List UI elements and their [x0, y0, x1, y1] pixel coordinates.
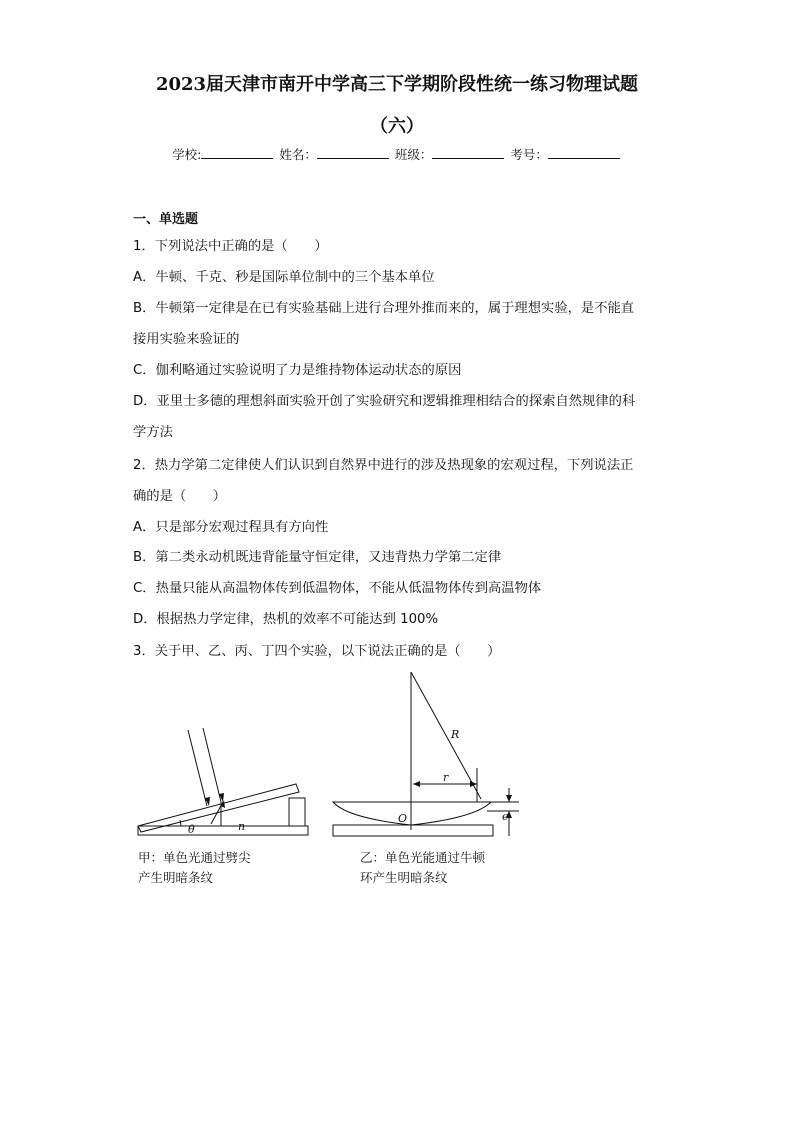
exam-number-blank[interactable]: [548, 146, 620, 159]
q2-option-a: A．只是部分宏观过程具有方向性: [133, 520, 329, 535]
school-label: 学校:: [172, 147, 202, 162]
r-label: r: [443, 771, 449, 784]
q2-option-c: C．热量只能从高温物体传到低温物体，不能从低温物体传到高温物体: [133, 581, 542, 596]
fig2-caption-line1: 乙：单色光能通过牛顿: [360, 850, 486, 865]
name-blank[interactable]: [317, 146, 389, 159]
newton-rings-diagram: [325, 668, 525, 843]
n-label: n: [238, 820, 246, 833]
q1-option-d-line2: 学方法: [133, 425, 173, 440]
q2-option-b: B．第二类永动机既违背能量守恒定律，又违背热力学第二定律: [133, 550, 502, 565]
school-blank[interactable]: [201, 146, 273, 159]
q1-option-a: A．牛顿、千克、秒是国际单位制中的三个基本单位: [133, 270, 435, 285]
theta-label: θ: [188, 823, 195, 836]
name-label: 姓名：: [279, 147, 317, 162]
student-info-row: [0, 145, 794, 163]
q1-stem: 1．下列说法中正确的是（ ）: [133, 239, 328, 254]
exam-title-line2: （六）: [370, 116, 424, 137]
O-label: O: [398, 812, 408, 825]
exam-title-line1: 2023届天津市南开中学高三下学期阶段性统一练习物理试题: [155, 74, 639, 95]
exam-number-label: 考号：: [510, 147, 548, 162]
q2-stem-line2: 确的是（ ）: [133, 489, 227, 504]
fig1-caption-line2: 产生明暗条纹: [138, 870, 214, 885]
class-label: 班级：: [394, 147, 433, 162]
q3-stem: 3．关于甲、乙、丙、丁四个实验，以下说法正确的是（ ）: [133, 644, 501, 659]
q2-option-d: D．根据热力学定律，热机的效率不可能达到 100%: [133, 612, 439, 627]
fig2-caption-line2: 环产生明暗条纹: [360, 870, 448, 885]
wedge-interference-diagram: [133, 720, 313, 845]
q1-option-c: C．伽利略通过实验说明了力是维持物体运动状态的原因: [133, 363, 462, 378]
e-label: e: [502, 810, 509, 823]
R-label: R: [451, 728, 460, 741]
section-heading: 一、单选题: [133, 212, 199, 227]
q1-option-d-line1: D．亚里士多德的理想斜面实验开创了实验研究和逻辑推理相结合的探索自然规律的科: [133, 394, 636, 409]
fig1-caption-line1: 甲：单色光通过劈尖: [138, 850, 251, 865]
class-blank[interactable]: [432, 146, 504, 159]
q1-option-b-line1: B．牛顿第一定律是在已有实验基础上进行合理外推而来的，属于理想实验，是不能直: [133, 301, 635, 316]
q2-stem-line1: 2．热力学第二定律使人们认识到自然界中进行的涉及热现象的宏观过程，下列说法正: [133, 458, 634, 473]
q1-option-b-line2: 接用实验来验证的: [133, 332, 240, 347]
